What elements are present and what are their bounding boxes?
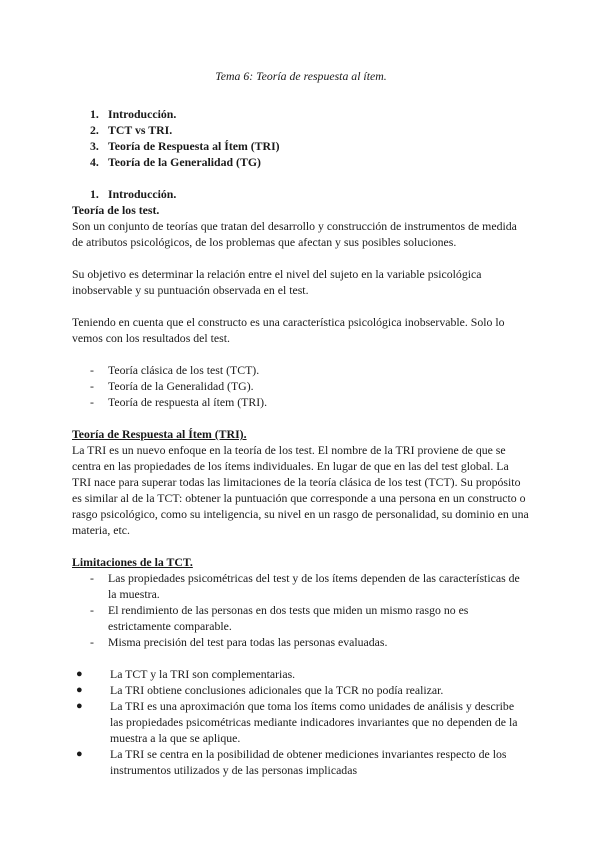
heading-tri: Teoría de Respuesta al Ítem (TRI). — [72, 427, 247, 441]
toc-item — [72, 138, 530, 154]
toc-label: Teoría de Respuesta al Ítem (TRI) — [108, 139, 280, 153]
toc-label: TCT vs TRI. — [108, 123, 173, 137]
dash-marker: - — [90, 363, 94, 377]
bullet-marker: ● — [76, 748, 83, 760]
toc-label: Teoría de la Generalidad (TG) — [108, 155, 261, 169]
subheading-teoria-test: Teoría de los test. — [72, 203, 160, 217]
toc-number: 2. — [90, 123, 99, 137]
table-of-contents — [72, 106, 530, 170]
dash-marker: - — [90, 603, 94, 617]
list-item: - El rendimiento de las personas en dos tests que miden un mismo rasgo no es estrictamente comparable. — [90, 603, 469, 633]
bullet-marker: ● — [76, 684, 83, 696]
list-item: ● La TRI se centra en la posibilidad de obtener mediciones invariantes respecto de los instrumentos utilizados y de las personas implicadas — [76, 747, 507, 777]
paragraph: Son un conjunto de teorías que tratan del desarrollo y construcción de instrumentos de medida de atributos psicológicos, de los problemas que afectan y sus posibles soluciones. — [72, 219, 517, 249]
list-item: - Las propiedades psicométricas del test y de los ítems dependen de las características de la muestra. — [90, 571, 520, 601]
list-item: ● La TCT y la TRI son complementarias. — [76, 667, 296, 681]
heading-limitaciones: Limitaciones de la TCT. — [72, 555, 193, 569]
paragraph: Su objetivo es determinar la relación entre el nivel del sujeto en la variable psicológica inobservable y su puntuación observada en el test. — [72, 267, 482, 297]
section-number: 1. — [90, 187, 99, 201]
dash-marker: - — [90, 379, 94, 393]
toc-number: 3. — [90, 139, 99, 153]
list-item: ● La TRI obtiene conclusiones adicionales que la TCR no podía realizar. — [76, 683, 444, 697]
paragraph: Teniendo en cuenta que el constructo es una característica psicológica inobservable. Solo lo vemos con los resultados del test. — [72, 315, 505, 345]
dash-marker: - — [90, 571, 94, 585]
dash-marker: - — [90, 635, 94, 649]
toc-item — [72, 154, 530, 170]
list-item: - Misma precisión del test para todas las personas evaluadas. — [90, 635, 388, 649]
dash-marker: - — [90, 395, 94, 409]
bullet-marker: ● — [76, 700, 83, 712]
toc-item — [72, 106, 530, 122]
toc-label: Introducción. — [108, 107, 177, 121]
toc-item — [72, 122, 530, 138]
theories-list — [72, 362, 530, 410]
section-heading-introduccion — [72, 186, 530, 202]
paragraph: La TRI es un nuevo enfoque en la teoría de los test. El nombre de la TRI proviene de que se centra en las propiedades de los ítems individuales. En lugar de que en las del test global. La TRI nace para superar todas las limitaciones de la teoría clásica de los test (TCT). Su propósito es similar al de la TCT: obtener la puntuación que corresponde a una persona en un constructo o rasgo psicológico, como su inteligencia, su nivel en un rasgo de personalidad, su dominio en una materia, etc. — [72, 443, 529, 537]
list-item: - Teoría de respuesta al ítem (TRI). — [90, 395, 268, 409]
list-item: ● La TRI es una aproximación que toma los ítems como unidades de análisis y describe las propiedades psicométricas mediante indicadores invariantes que no dependen de la muestra a la que se aplique. — [76, 699, 518, 745]
limitations-list — [72, 570, 530, 650]
list-item: - Teoría de la Generalidad (TG). — [90, 379, 254, 393]
list-item: - Teoría clásica de los test (TCT). — [90, 363, 260, 377]
page-title: Tema 6: Teoría de respuesta al ítem. — [215, 69, 387, 83]
bullet-list — [74, 666, 530, 778]
bullet-marker: ● — [76, 668, 83, 680]
toc-number: 4. — [90, 155, 99, 169]
toc-number: 1. — [90, 107, 99, 121]
section-label: Introducción. — [108, 187, 177, 201]
